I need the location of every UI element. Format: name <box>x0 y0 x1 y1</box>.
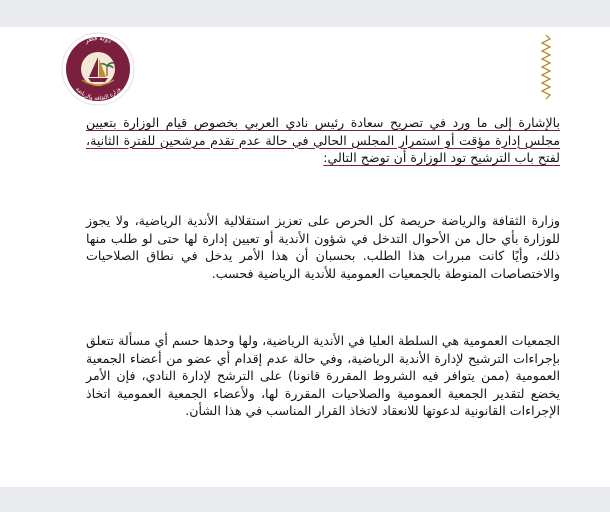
zigzag-divider-icon <box>541 35 551 99</box>
paragraph-independence: وزارة الثقافة والرياضة حريصة كل الحرص على تعزيز استقلالية الأندية الرياضية، ولا يجوز للوزارة بأي حال من الأحوال التدخل في شؤون الأندية أو تعيين إدارة لها حتى لو طلب منها ذلك، وأيًا كانت مبررات هذا الطلب. بحسبان أن هذا الأمر يدخل في نطاق الصلاحيات والاختصاصات المنوطة بالجمعيات العمومية للأندية الرياضية فحسب. <box>86 213 560 281</box>
logo-text-top: دولة قطر <box>83 33 113 45</box>
ministry-logo-icon <box>60 30 136 108</box>
intro-paragraph <box>86 114 560 167</box>
logo-text-bottom: وزارة الثقافة والرياضة <box>74 86 122 103</box>
statement-card <box>0 27 610 487</box>
paragraph-general-assembly: الجمعيات العمومية هي السلطة العليا في الأندية الرياضية، ولها وحدها حسم أي مسألة تتعلق بإجراءات الترشيح لإدارة الأندية الرياضية، وفي حالة عدم إقدام أي عضو من أعضاء الجمعية العمومية (ممن يتوافر فيه الشروط المقررة قانونا) على الترشح لإدارة النادي، فإن الأمر يخضع لتقدير الجمعية العمومية والصلاحيات المقررة لها، ولأعضاء الجمعية العمومية اتخاذ الإجراءات القانونية لدعوتها للانعقاد لاتخاذ القرار المناسب في هذا الشأن. <box>86 333 560 418</box>
intro-text: بالإشارة إلى ما ورد في تصريح سعادة رئيس نادي العربي بخصوص قيام الوزارة بتعيين مجلس إدارة مؤقت أو استمرار المجلس الحالي في حالة عدم تقدم مرشحين للفترة الثانية، لفتح باب الترشيح تود الوزارة أن توضح التالي: <box>86 115 560 165</box>
